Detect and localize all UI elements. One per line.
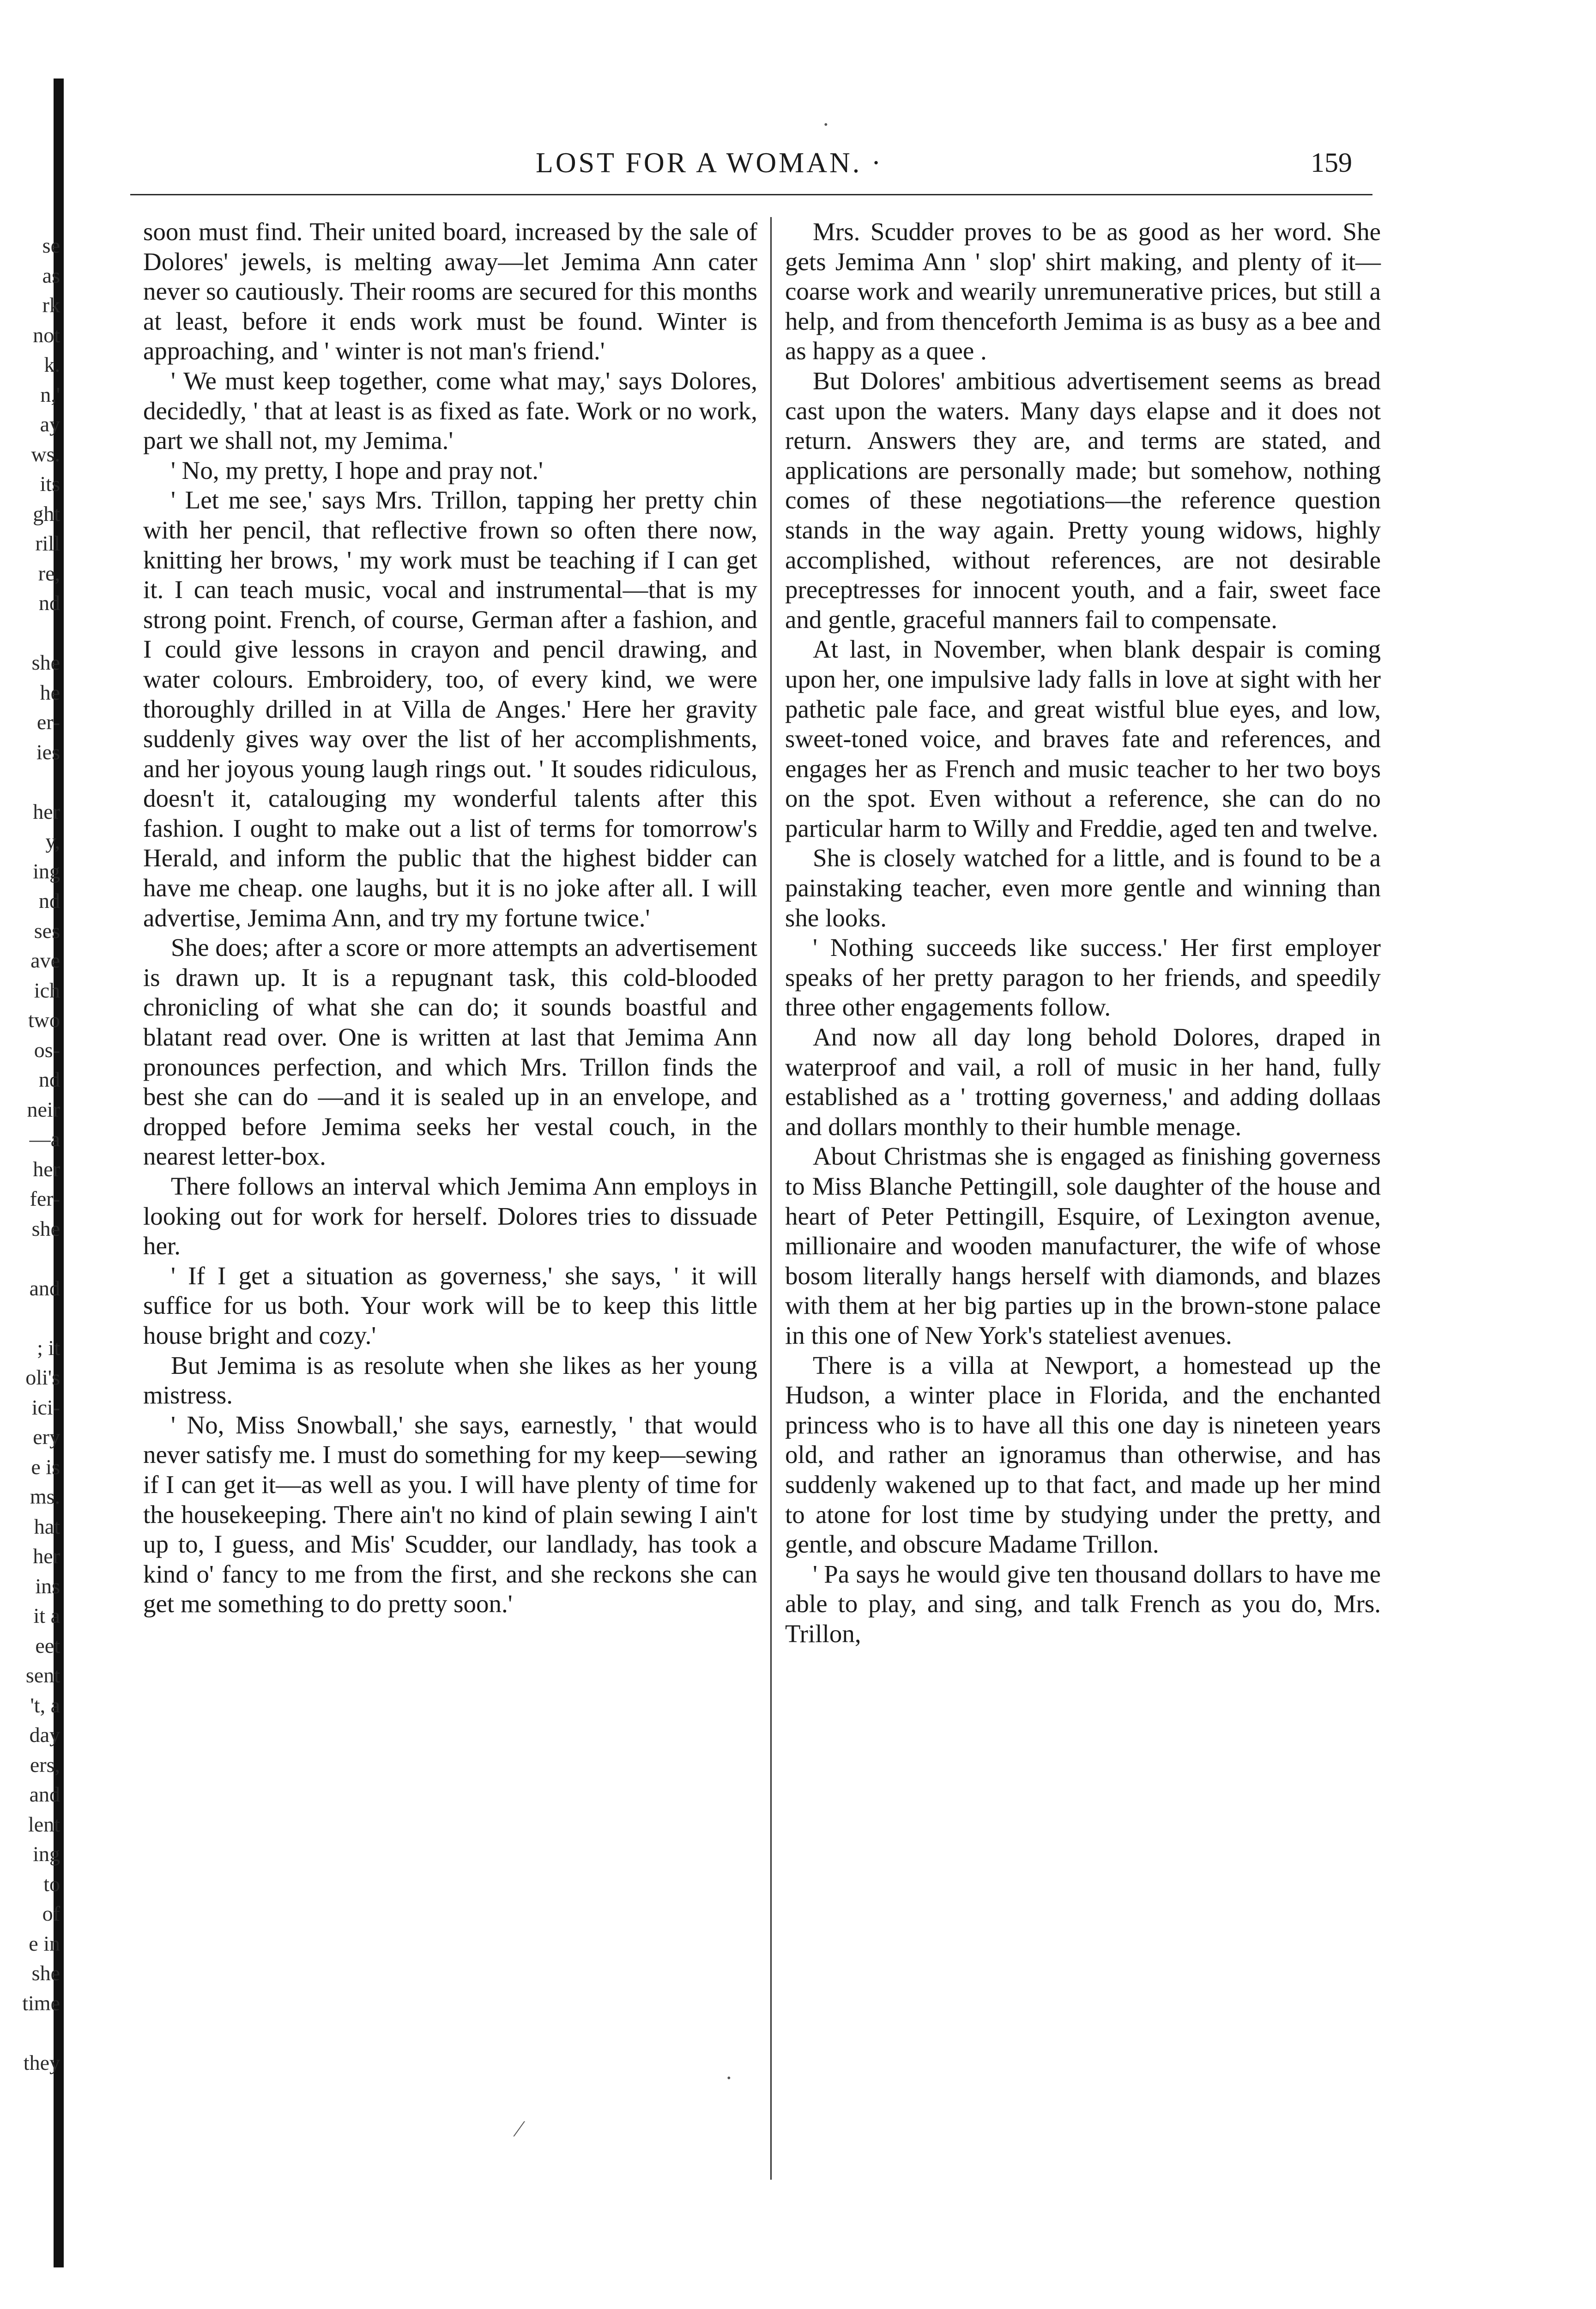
scan-speck: ⁄ <box>517 2116 521 2141</box>
paragraph: At last, in November, when blank despair is coming upon her, one impulsive lady falls in love at sight with her pathetic pale face, and great wistful blue eyes, and low, sweet-toned voice, and braves fate and references, and engages her as French and music teacher to her two boys on the spot. Even without a reference, she can do no particular harm to Willy and Freddie, aged ten and twelve. <box>785 635 1381 842</box>
margin-fragment <box>9 618 60 648</box>
paragraph: But Dolores' ambitious advertisement seems as bread cast upon the waters. Many days elapse and it does not return. Answers they are, and terms are stated, and applications are personally made; but somehow, nothing comes of these negotiations—the reference question stands in the way again. Pretty young widows, highly accomplished, without references, are not desirable preceptresses for innocent youth, and a fair, sweet face and gentle, graceful manners fail to compensate. <box>785 366 1381 634</box>
margin-fragment: ay <box>40 412 60 436</box>
margin-fragment: lent <box>28 1812 60 1836</box>
running-head: LOST FOR A WOMAN. · <box>536 147 883 179</box>
paragraph: ' Nothing succeeds like success.' Her first employer speaks of her pretty paragon to her friends, and speedily three other engagements follow. <box>785 933 1381 1022</box>
margin-fragment: ses <box>34 919 60 943</box>
margin-fragment: eet <box>35 1633 60 1657</box>
paragraph: ' Pa says he would give ten thousand dollars to have me able to play, and sing, and talk French as you do, Mrs. Trillon, <box>785 1559 1381 1648</box>
margin-fragment: as <box>42 263 60 287</box>
paragraph: ' We must keep together, come what may,' says Dolores, decidedly, ' that at least is as fixed as fate. Work or no work, part we shall not, my Jemima.' <box>143 366 757 455</box>
margin-fragment: n,' <box>40 382 60 406</box>
facing-page-fragments <box>9 231 60 2078</box>
paragraph: soon must find. Their united board, increased by the sale of Dolores' jewels, is melting away—let Jemima Ann cater never so cautiously. Their rooms are secured for this months at least, before it ends work must be found. Winter is approaching, and ' winter is not man's friend.' <box>143 218 757 365</box>
header-rule <box>130 194 1372 195</box>
margin-fragment <box>9 1244 60 1274</box>
margin-fragment: she <box>31 1216 60 1240</box>
margin-fragment: its <box>40 472 60 496</box>
margin-fragment: k. <box>44 353 60 376</box>
margin-fragment: oli's <box>25 1366 60 1389</box>
margin-fragment: rill <box>35 532 60 555</box>
paragraph: About Christmas she is engaged as finishing governess to Miss Blanche Pettingill, sole daughter of the house and heart of Peter Pettingill, Esquire, of Lexington avenue, millionaire and wooden manufacturer, the wife of whose bosom literally hangs herself with diamonds, and blazes with them at her big parties up in the brown-stone palace in this one of New York's stateliest avenues. <box>785 1142 1381 1349</box>
paragraph: She does; after a score or more attempts an advertisement is drawn up. It is a repugnant task, this cold-blooded chronicling of what she can do; it sounds boastful and blatant read over. One is written at last that Jemima Ann pronounces perfection, and which Mrs. Trillon finds the best she can do —and it is sealed up in an envelope, and dropped before Jemima seeks her vestal couch, in the nearest letter-box. <box>143 933 757 1171</box>
margin-fragment: ich <box>34 978 60 1002</box>
margin-fragment: ers, <box>30 1753 60 1777</box>
margin-fragment <box>9 767 60 797</box>
paragraph: ' Let me see,' says Mrs. Trillon, tapping her pretty chin with her pencil, that reflective frown so often there now, knitting her brows, ' my work must be teaching if I can get it. I can teach music, vocal and instrumental—that is my strong point. French, of course, German after a fashion, and I could give lessons in crayon and pencil drawing, and water colours. Embroidery, too, of every kind, we were thoroughly drilled in at Villa de Anges.' Here her gravity suddenly gives way over the list of her accomplishments, and her joyous young laugh rings out. ' It soudes ridiculous, doesn't it, catalouging my wonderful talents after this fashion. I ought to make out a list of terms for tomorrow's Herald, and inform the public that the highest bidder can have me cheap. one laughs, but it is no joke after all. I will advertise, Jemima Ann, and try my fortune twice.' <box>143 486 757 932</box>
margin-fragment <box>9 2018 60 2048</box>
margin-fragment: ave <box>30 949 60 972</box>
margin-fragment: e in <box>29 1931 60 1955</box>
margin-fragment: nd <box>39 889 60 913</box>
paragraph: Mrs. Scudder proves to be as good as her word. She gets Jemima Ann ' slop' shirt making, and plenty of it—coarse work and wearily unremunerative prices, but still a help, and from thenceforth Jemima is as busy as a bee and as happy as a quee . <box>785 218 1381 365</box>
margin-fragment: not <box>33 323 60 347</box>
margin-fragment: rk <box>42 293 60 317</box>
right-column <box>785 217 1381 1649</box>
margin-fragment: nd <box>39 1068 60 1091</box>
margin-fragment: ms. <box>30 1485 60 1508</box>
margin-fragment: it a <box>33 1604 60 1627</box>
margin-fragment: to <box>43 1872 60 1896</box>
margin-fragment: se <box>42 234 60 257</box>
margin-fragment: nd <box>39 591 60 615</box>
paragraph: ' No, my pretty, I hope and pray not.' <box>171 456 543 484</box>
paragraph: She is closely watched for a little, and is found to be a painstaking teacher, even more gentle and winning than she looks. <box>785 844 1381 932</box>
paragraph: ' If I get a situation as governess,' she says, ' it will suffice for us both. Your work will be to keep this little house bright and cozy.' <box>143 1261 757 1349</box>
margin-fragment: time <box>22 1991 60 2015</box>
column-rule <box>770 217 772 2180</box>
paragraph: And now all day long behold Dolores, draped in waterproof and vail, a roll of music in her hand, fully established as a ' trotting governess,' and adding dollaas and dollars monthly to their humble menage. <box>785 1023 1381 1141</box>
margin-fragment: ght <box>33 502 60 526</box>
margin-fragment: and <box>29 1276 60 1300</box>
margin-fragment: he <box>40 680 60 704</box>
paragraph: ' No, Miss Snowball,' she says, earnestly, ' that would never satisfy me. I must do something for my keep—sewing if I can get it—as well as you. I will have plenty of time for the housekeeping. There ain't no kind of plain sewing I ain't up to, I guess, and Mis' Scudder, our landlady, has took a kind o' fancy to me from the first, and she reckons she can get me something to do pretty soon.' <box>143 1410 757 1618</box>
margin-fragment: her <box>33 1544 60 1568</box>
paragraph: There follows an interval which Jemima Ann employs in looking out for work for herself. Dolores tries to dissuade her. <box>143 1172 757 1260</box>
margin-fragment: —a <box>29 1127 60 1151</box>
margin-fragment: her <box>33 799 60 823</box>
margin-fragment: e is <box>31 1455 60 1479</box>
margin-fragment: er- <box>36 710 60 734</box>
margin-fragment <box>9 1303 60 1333</box>
margin-fragment: re, <box>38 561 60 585</box>
scan-speck: · <box>822 111 830 137</box>
margin-fragment: hat <box>34 1514 60 1538</box>
margin-fragment: she <box>31 1961 60 1985</box>
margin-fragment: her <box>33 1157 60 1181</box>
margin-fragment: ing <box>33 1842 60 1866</box>
margin-fragment: y, <box>45 829 60 853</box>
margin-fragment: they <box>23 2050 60 2074</box>
scan-speck: · <box>725 2065 733 2091</box>
margin-fragment: ing <box>33 859 60 883</box>
margin-fragment: ies <box>36 740 60 764</box>
margin-fragment: of <box>42 1902 60 1925</box>
margin-fragment: ws. <box>31 442 60 466</box>
margin-fragment: 't, a <box>30 1693 60 1717</box>
margin-fragment: ery <box>33 1425 60 1449</box>
margin-fragment: day <box>29 1723 60 1747</box>
margin-fragment: sent <box>25 1663 60 1687</box>
margin-fragment: ins <box>35 1574 60 1598</box>
paragraph: There is a villa at Newport, a homestead up the Hudson, a winter place in Florida, and the enchanted princess who is to have all this one day is nineteen years old, and rather an ignoramus than otherwise, and has suddenly wakened up to that fact, and made up her mind to atone for lost time by studying under the pretty, and gentle, and obscure Madame Trillon. <box>785 1351 1381 1559</box>
margin-fragment: ici- <box>31 1395 60 1419</box>
left-column <box>143 217 757 1619</box>
margin-fragment: neir <box>27 1097 60 1121</box>
margin-fragment: ; it <box>37 1336 60 1360</box>
margin-fragment: she <box>31 651 60 674</box>
paragraph: But Jemima is as resolute when she likes as her young mistress. <box>143 1351 757 1409</box>
margin-fragment: os- <box>34 1038 60 1062</box>
margin-fragment: fer- <box>30 1187 60 1210</box>
margin-fragment: and <box>29 1783 60 1806</box>
page-number: 159 <box>1311 147 1352 178</box>
margin-fragment: two <box>28 1008 60 1032</box>
